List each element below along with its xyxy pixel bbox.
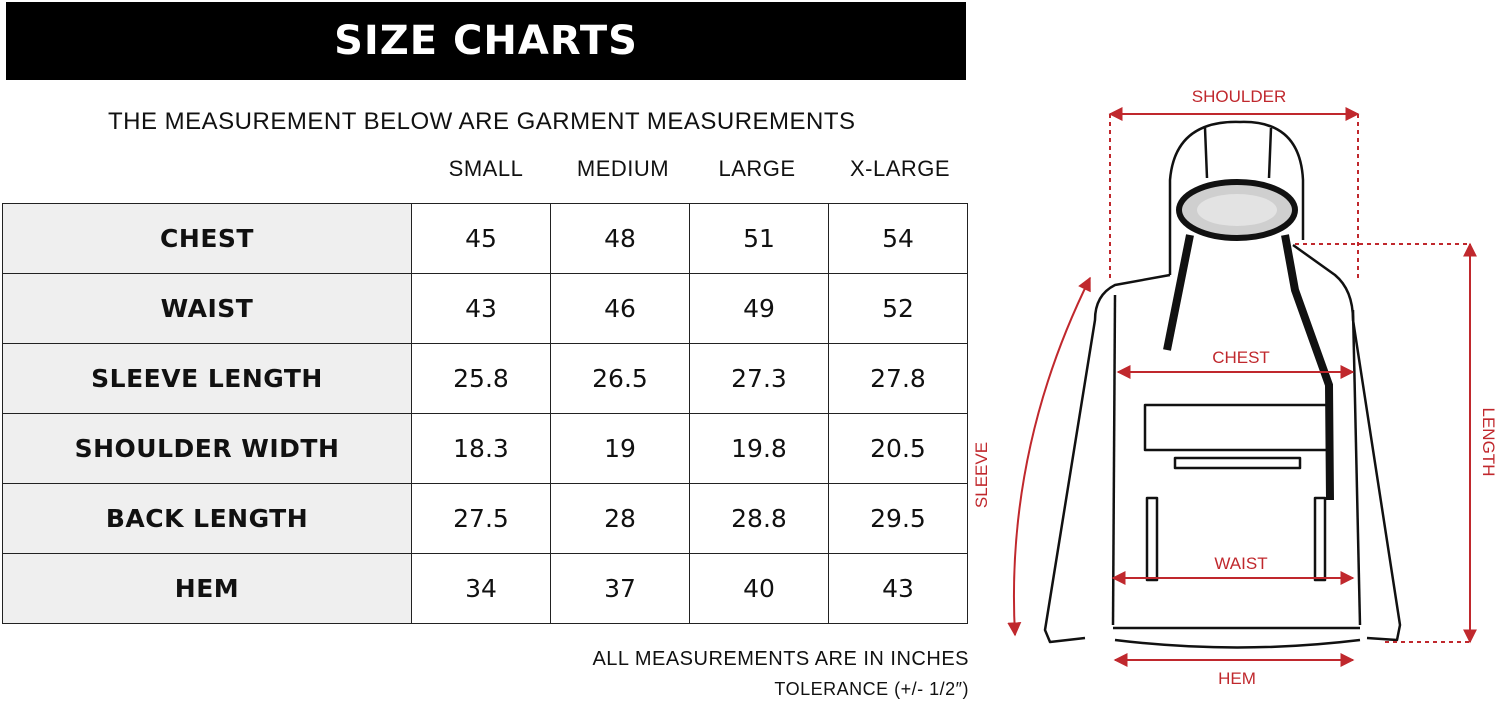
table-cell: 40 bbox=[690, 554, 829, 624]
table-cell: 25.8 bbox=[412, 344, 551, 414]
length-label: LENGTH bbox=[1479, 407, 1498, 477]
table-cell: 19 bbox=[551, 414, 690, 484]
table-cell: 29.5 bbox=[829, 484, 968, 554]
column-header-x-large: X-LARGE bbox=[849, 156, 951, 181]
table-cell: 46 bbox=[551, 274, 690, 344]
page-title: SIZE CHARTS bbox=[334, 18, 638, 64]
hem-label: HEM bbox=[1218, 669, 1256, 688]
units-note: ALL MEASUREMENTS ARE IN INCHES bbox=[592, 648, 969, 670]
table-cell: 27.3 bbox=[690, 344, 829, 414]
title-bar bbox=[6, 2, 966, 80]
table-cell: 49 bbox=[690, 274, 829, 344]
table-row bbox=[3, 414, 968, 484]
table-cell: 43 bbox=[829, 554, 968, 624]
row-label: SLEEVE LENGTH bbox=[3, 344, 412, 414]
row-label: BACK LENGTH bbox=[3, 484, 412, 554]
chest-label: CHEST bbox=[1212, 348, 1270, 367]
column-header-large: LARGE bbox=[718, 156, 796, 181]
hoodie-jacket-icon bbox=[972, 80, 1498, 700]
table-cell: 27.5 bbox=[412, 484, 551, 554]
table-cell: 34 bbox=[412, 554, 551, 624]
table-cell: 43 bbox=[412, 274, 551, 344]
size-table bbox=[2, 203, 968, 624]
table-row bbox=[3, 554, 968, 624]
table-row bbox=[3, 344, 968, 414]
column-header-small: SMALL bbox=[448, 156, 524, 181]
table-cell: 18.3 bbox=[412, 414, 551, 484]
table-cell: 37 bbox=[551, 554, 690, 624]
table-cell: 27.8 bbox=[829, 344, 968, 414]
table-cell: 52 bbox=[829, 274, 968, 344]
shoulder-label: SHOULDER bbox=[1191, 87, 1287, 106]
table-cell: 48 bbox=[551, 204, 690, 274]
sleeve-label: SLEEVE bbox=[972, 441, 991, 509]
table-cell: 51 bbox=[690, 204, 829, 274]
table-cell: 26.5 bbox=[551, 344, 690, 414]
row-label: HEM bbox=[3, 554, 412, 624]
table-cell: 54 bbox=[829, 204, 968, 274]
table-row bbox=[3, 484, 968, 554]
table-row bbox=[3, 204, 968, 274]
row-label: WAIST bbox=[3, 274, 412, 344]
row-label: SHOULDER WIDTH bbox=[3, 414, 412, 484]
measurement-subtitle: THE MEASUREMENT BELOW ARE GARMENT MEASUREMENTS bbox=[108, 108, 856, 135]
table-cell: 28 bbox=[551, 484, 690, 554]
column-header-medium: MEDIUM bbox=[576, 156, 670, 181]
table-cell: 20.5 bbox=[829, 414, 968, 484]
table-cell: 45 bbox=[412, 204, 551, 274]
tolerance-note: TOLERANCE (+/- 1/2″) bbox=[774, 679, 969, 699]
waist-label: WAIST bbox=[1214, 554, 1268, 573]
row-label: CHEST bbox=[3, 204, 412, 274]
table-cell: 19.8 bbox=[690, 414, 829, 484]
table-cell: 28.8 bbox=[690, 484, 829, 554]
table-row bbox=[3, 274, 968, 344]
